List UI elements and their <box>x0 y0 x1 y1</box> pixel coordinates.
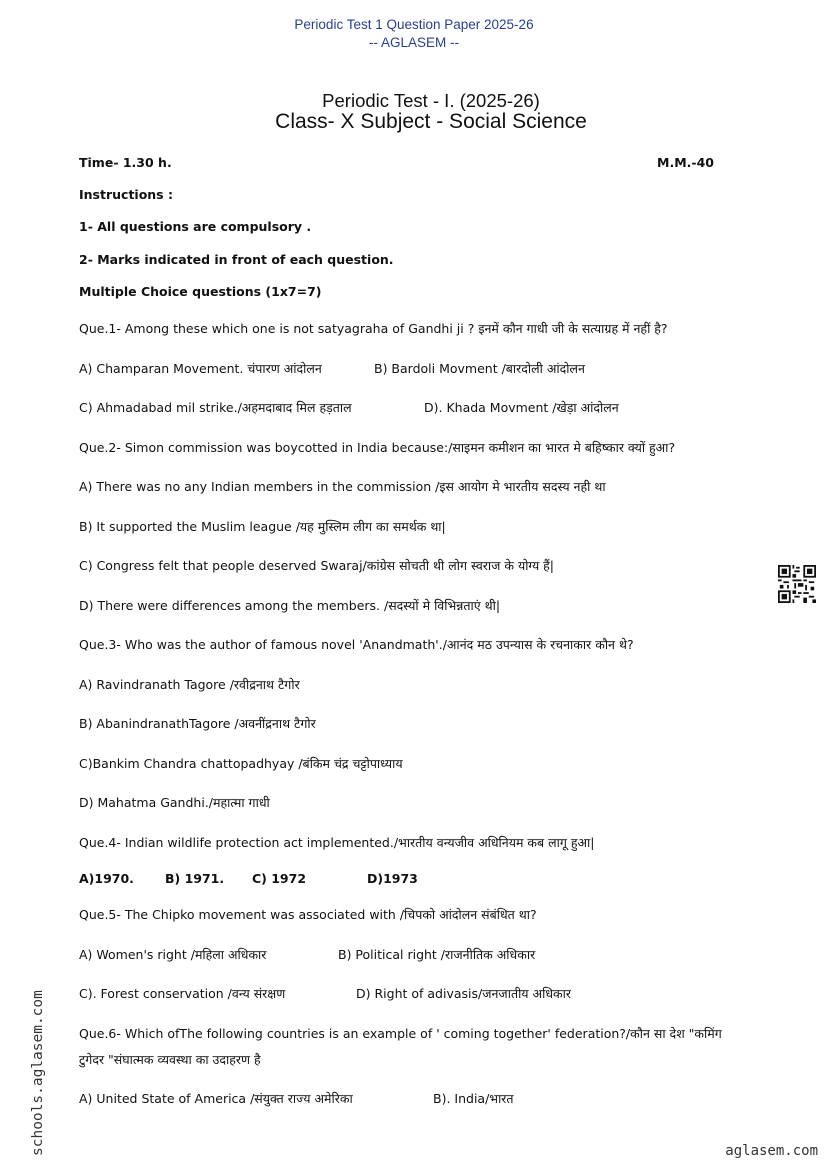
q5-option-d: D) Right of adivasis/जनजातीय अधिकार <box>356 986 571 1001</box>
q4-option-c: C) 1972 <box>252 871 307 886</box>
q1-option-c: C) Ahmadabad mil strike./अहमदाबाद मिल हड़ताल <box>79 400 352 415</box>
q5-option-a: A) Women's right /महिला अधिकार <box>79 947 267 962</box>
q2-option-d: D) There were differences among the members. /सदस्यों मे विभिन्नताएं थी| <box>79 598 501 613</box>
q5-option-c: C). Forest conservation /वन्य संरक्षण <box>79 986 286 1001</box>
instruction-1: 1- All questions are compulsory . <box>79 219 312 234</box>
question-3: Que.3- Who was the author of famous novel 'Anandmath'./आनंद मठ उपन्यास के रचनाकार कौन थे? <box>79 637 634 652</box>
q1-option-d: D). Khada Movment /खेड़ा आंदोलन <box>424 400 619 415</box>
time-label: Time- 1.30 h. <box>79 155 172 170</box>
q3-option-c: C)Bankim Chandra chattopadhyay /बंकिम चंद्र चट्टोपाध्याय <box>79 756 403 771</box>
instruction-2: 2- Marks indicated in front of each question. <box>79 252 394 267</box>
instructions-heading: Instructions : <box>79 187 173 202</box>
q5-option-b: B) Political right /राजनीतिक अधिकार <box>338 947 536 962</box>
question-5: Que.5- The Chipko movement was associated with /चिपको आंदोलन संबंधित था? <box>79 907 537 922</box>
question-2: Que.2- Simon commission was boycotted in India because:/साइमन कमीशन का भारत मे बहिष्कार क्यों हुआ? <box>79 440 676 455</box>
q4-option-d: D)1973 <box>367 871 418 886</box>
header-title: Periodic Test 1 Question Paper 2025-26 <box>294 17 534 32</box>
q3-option-d: D) Mahatma Gandhi./महात्मा गाधी <box>79 795 270 810</box>
footer-watermark: aglasem.com <box>725 1143 818 1159</box>
q3-option-a: A) Ravindranath Tagore /रवीद्रनाथ टैगोर <box>79 677 300 692</box>
header-brand: -- AGLASEM -- <box>368 35 459 50</box>
question-6-line-1: Que.6- Which ofThe following countries is an example of ' coming together' federation?/कौन सा देश "कमिंग <box>79 1026 722 1041</box>
question-1: Que.1- Among these which one is not satyagraha of Gandhi ji ? इनमें कौन गाधी जी के सत्याग्रह में नहीं है? <box>79 321 668 336</box>
paper-title: Periodic Test - I. (2025-26) <box>322 90 540 111</box>
q2-option-b: B) It supported the Muslim league /यह मुस्लिम लीग का समर्थक था| <box>79 519 446 534</box>
q1-option-b: B) Bardoli Movment /बारदोली आंदोलन <box>374 361 585 376</box>
mcq-heading: Multiple Choice questions (1x7=7) <box>79 284 322 299</box>
q4-option-a: A)1970. <box>79 871 134 886</box>
question-4: Que.4- Indian wildlife protection act implemented./भारतीय वन्यजीव अधिनियम कब लागू हुआ| <box>79 835 595 850</box>
q3-option-b: B) AbanindranathTagore /अवनींद्रनाथ टैगोर <box>79 716 316 731</box>
q1-option-a: A) Champaran Movement. चंपारण आंदोलन <box>79 361 322 376</box>
q2-option-a: A) There was no any Indian members in the commission /इस आयोग मे भारतीय सदस्य नही था <box>79 479 606 494</box>
max-marks: M.M.-40 <box>657 155 714 170</box>
q6-option-b: B). India/भारत <box>433 1091 514 1106</box>
paper-subtitle: Class- X Subject - Social Science <box>275 110 587 133</box>
question-6-line-2: टुगेदर "संघात्मक व्यवस्था का उदाहरण है <box>79 1052 261 1067</box>
q4-option-b: B) 1971. <box>165 871 225 886</box>
q2-option-c: C) Congress felt that people deserved Swaraj/कांग्रेस सोचती थी लोग स्वराज के योग्य हैं| <box>79 558 555 573</box>
side-watermark: schools.aglasem.com <box>30 990 46 1156</box>
qr-code-icon <box>778 565 816 603</box>
q6-option-a: A) United State of America /संयुक्त राज्य अमेरिका <box>79 1091 353 1106</box>
